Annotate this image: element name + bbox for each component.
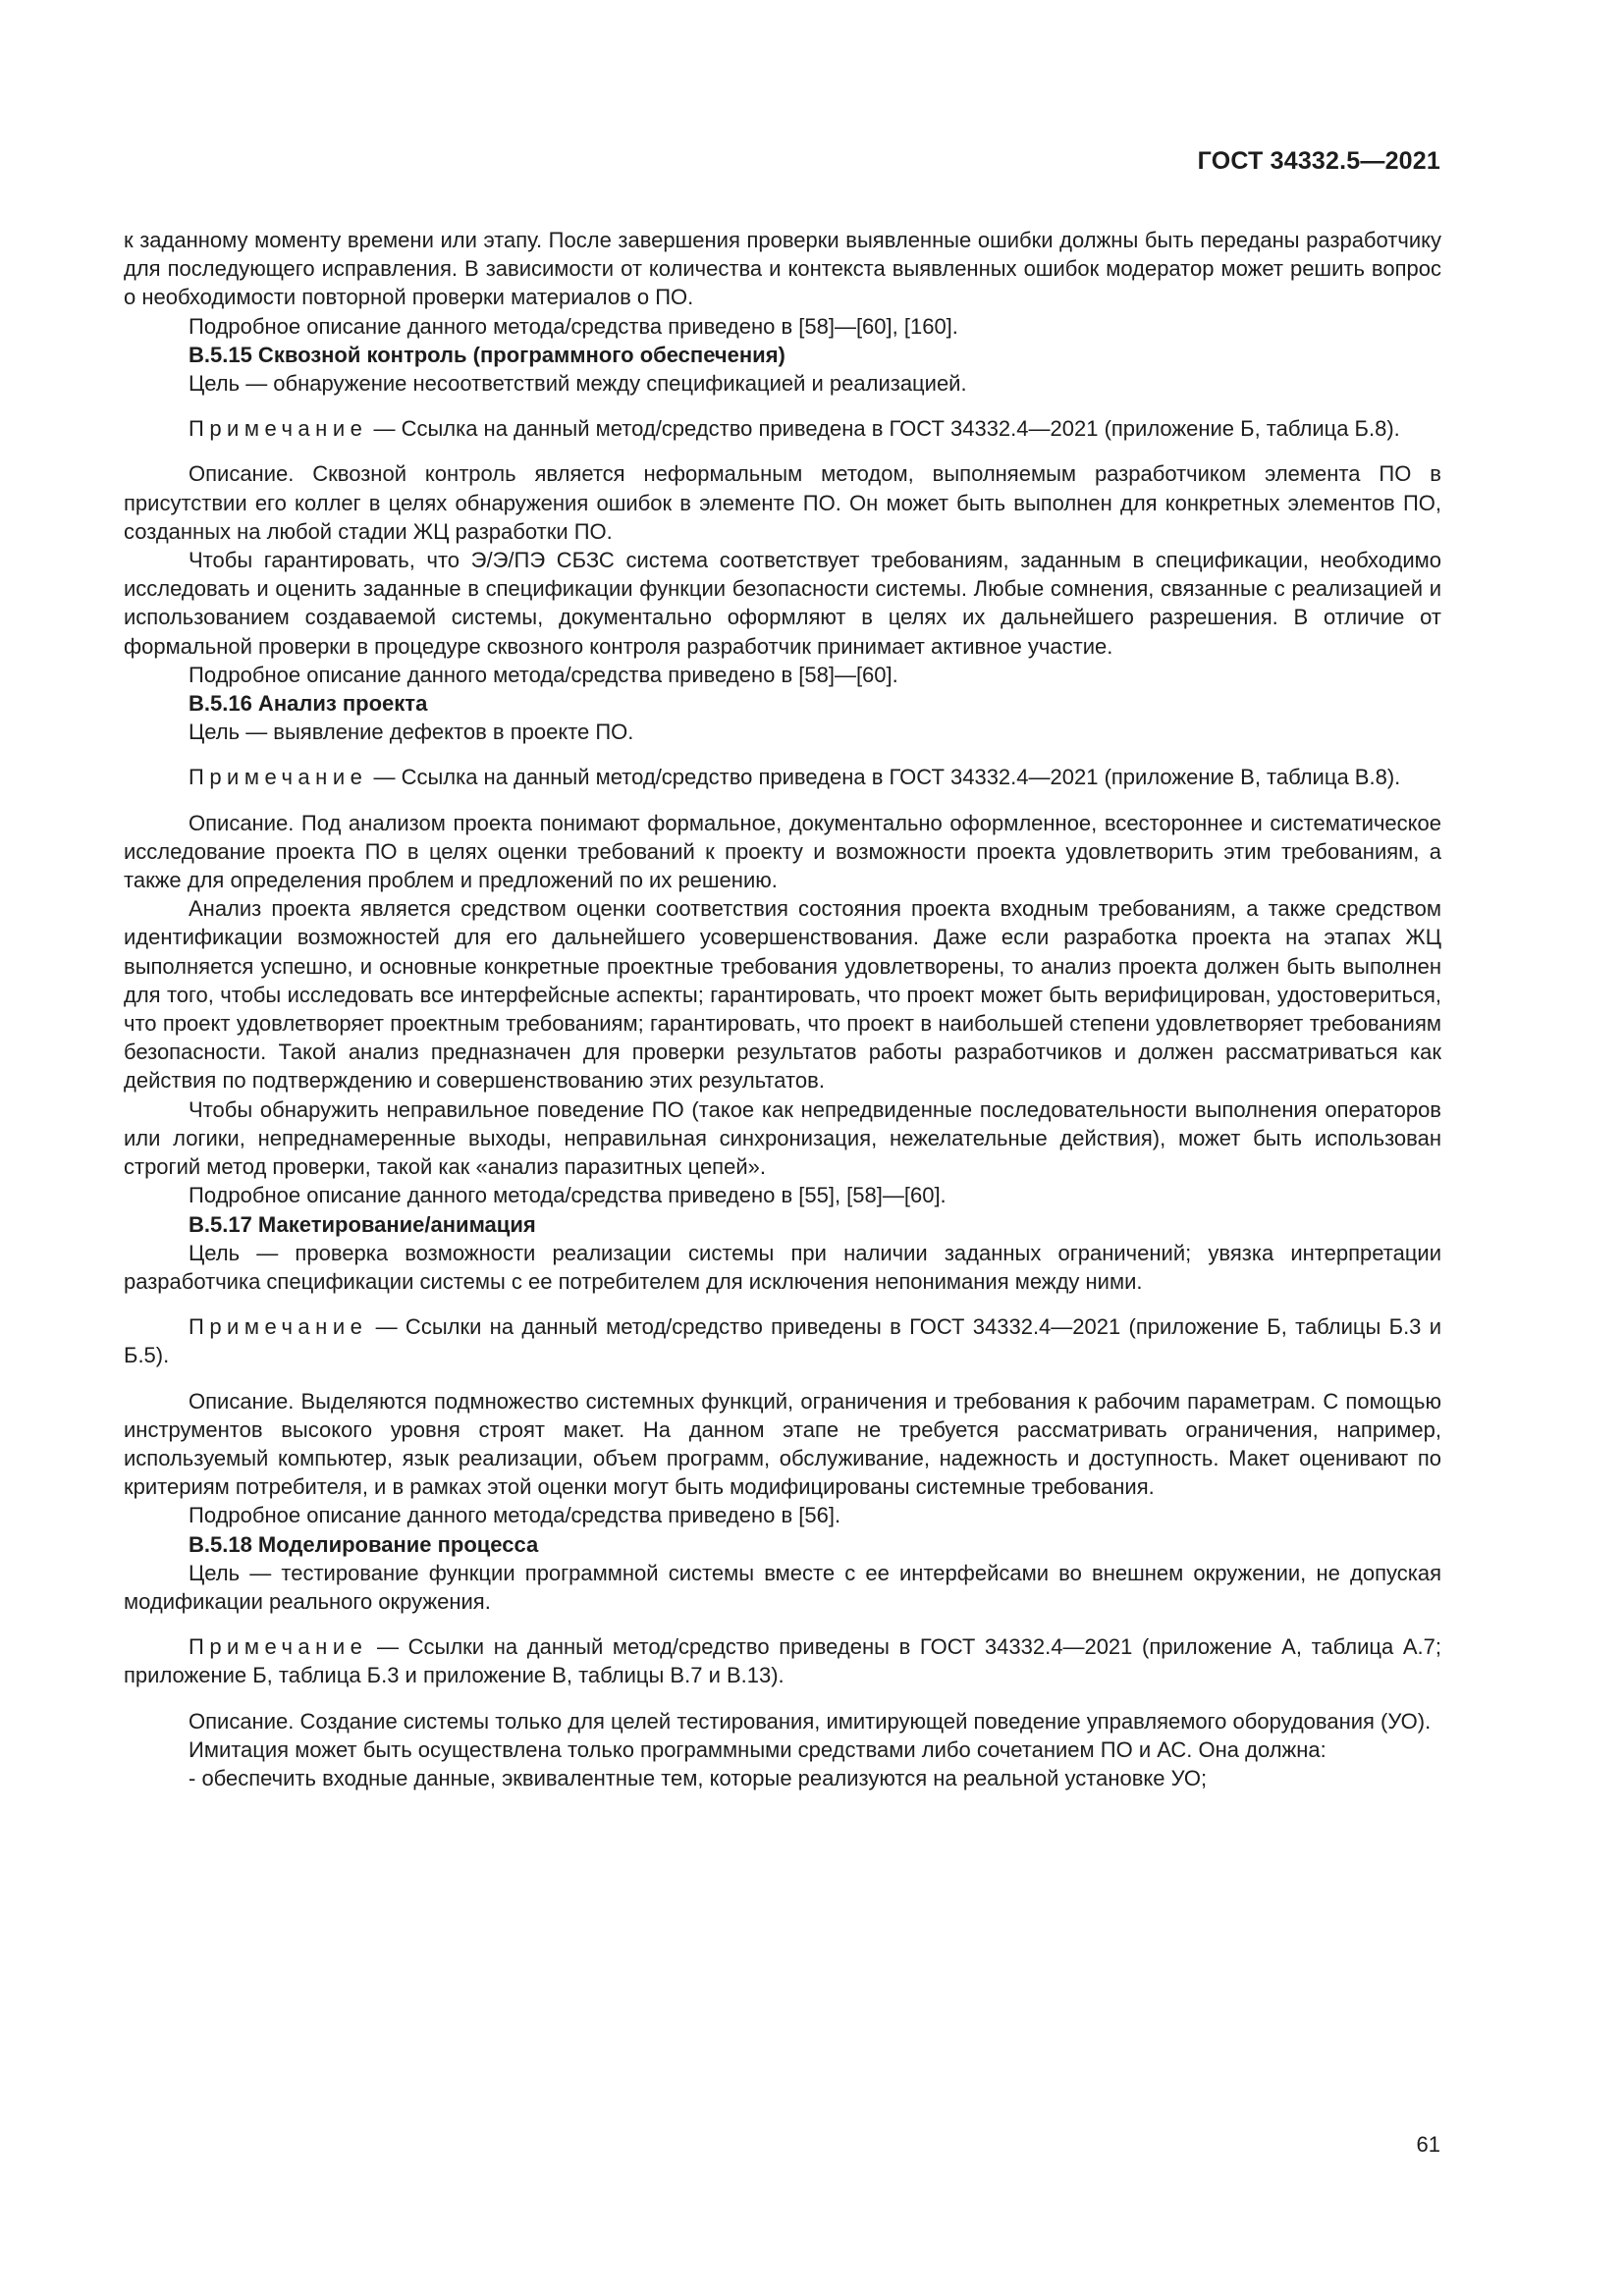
continued-paragraph: к заданному моменту времени или этапу. После завершения проверки выявленные ошибки должны быть переданы разработчику для последующего исправления. В зависимости от количества и контекста выявленных ошибок модератор может решить вопрос о необходимости повторной проверки материалов о ПО. — [124, 228, 1441, 310]
note-text: — Ссылка на данный метод/средство приведена в ГОСТ 34332.4—2021 (приложение В, таблица В.8). — [367, 765, 1401, 790]
note-paragraph — [124, 1632, 1441, 1689]
note-paragraph — [124, 1312, 1441, 1369]
body-paragraph: Цель — выявление дефектов в проекте ПО. — [189, 720, 634, 745]
note-paragraph — [124, 763, 1441, 791]
note-text: — Ссылка на данный метод/средство приведена в ГОСТ 34332.4—2021 (приложение Б, таблица Б.8). — [367, 416, 1400, 442]
body-paragraph: Описание. Создание системы только для целей тестирования, имитирующей поведение управляемого оборудования (УО). — [189, 1708, 1432, 1734]
note-label: Примечание — [189, 1634, 368, 1660]
body-paragraph: Цель — проверка возможности реализации системы при наличии заданных ограничений; увязка интерпретации разработчика спецификации системы с ее потребителем для исключения непонимания между ними. — [124, 1240, 1441, 1294]
body-paragraph: Подробное описание данного метода/средства приведено в [58]—[60], [160]. — [189, 313, 958, 339]
body-paragraph: Цель — тестирование функции программной системы вместе с ее интерфейсами во внешнем окружении, не допуская модификации реального окружения. — [124, 1560, 1441, 1614]
note-label: Примечание — [189, 765, 368, 790]
note-text: — Ссылки на данный метод/средство приведены в ГОСТ 34332.4—2021 (приложение А, таблица А.7; приложение Б, таблица Б.3 и приложение В, таблицы В.7 и В.13). — [124, 1634, 1441, 1688]
body-paragraph: Подробное описание данного метода/средства приведено в [55], [58]—[60]. — [189, 1183, 947, 1208]
section-heading: В.5.18 Моделирование процесса — [189, 1531, 539, 1557]
note-label: Примечание — [189, 416, 368, 442]
body-paragraph: Чтобы обнаружить неправильное поведение ПО (такое как непредвиденные последовательности выполнения операторов или логики, непреднамеренные выходы, неправильная синхронизация, нежелательные действия), может быть использован строгий метод проверки, такой как «анализ паразитных цепей». — [124, 1096, 1441, 1180]
body-paragraph: Подробное описание данного метода/средства приведено в [56]. — [189, 1503, 841, 1528]
body-paragraph: Подробное описание данного метода/средства приведено в [58]—[60]. — [189, 662, 898, 687]
document-code-header: ГОСТ 34332.5—2021 — [1197, 147, 1440, 175]
body-paragraph: Анализ проекта является средством оценки соответствия состояния проекта входным требованиям, а также средством идентификации возможностей для его дальнейшего усовершенствования. Даже если разработка проекта на этапах ЖЦ выполняется успешно, и основные конкретные проектные требования удовлетворены, то анализ проекта должен быть выполнен для того, чтобы исследовать все интерфейсные аспекты; гарантировать, что проект может быть верифицирован, удостовериться, что проект удовлетворяет проектным требованиям; гарантировать, что проект в наибольшей степени удовлетворяет требованиям безопасности. Такой анализ предназначен для проверки результатов работы разработчиков и должен рассматриваться как действия по подтверждению и совершенствованию этих результатов. — [124, 896, 1441, 1094]
body-paragraph: Чтобы гарантировать, что Э/Э/ПЭ СБЗС система соответствует требованиям, заданным в спецификации, необходимо исследовать и оценить заданные в спецификации функции безопасности системы. Любые сомнения, связанные с реализацией и использованием создаваемой системы, документально оформляют в целях их дальнейшего разрешения. В отличие от формальной проверки в процедуре сквозного контроля разработчик принимает активное участие. — [124, 548, 1441, 659]
document-body — [124, 226, 1441, 1792]
body-paragraph: Описание. Выделяются подмножество системных функций, ограничения и требования к рабочим параметрам. С помощью инструментов высокого уровня строят макет. На данном этапе не требуется рассматривать ограничения, например, используемый компьютер, язык реализации, объем программ, обслуживание, надежность и доступность. Макет оценивают по критериям потребителя, и в рамках этой оценки могут быть модифицированы системные требования. — [124, 1388, 1441, 1500]
note-paragraph — [124, 414, 1441, 443]
section-heading: В.5.15 Сквозной контроль (программного обеспечения) — [189, 342, 785, 367]
section-heading: В.5.16 Анализ проекта — [189, 691, 428, 717]
page-number: 61 — [1416, 2132, 1440, 2157]
body-paragraph: - обеспечить входные данные, эквивалентные тем, которые реализуются на реальной установке УО; — [189, 1765, 1208, 1790]
section-heading: В.5.17 Макетирование/анимация — [189, 1211, 536, 1237]
note-text: — Ссылки на данный метод/средство приведены в ГОСТ 34332.4—2021 (приложение Б, таблицы Б.3 и Б.5). — [124, 1314, 1441, 1368]
body-paragraph: Цель — обнаружение несоответствий между спецификацией и реализацией. — [189, 371, 967, 397]
note-label: Примечание — [189, 1314, 368, 1340]
body-paragraph: Имитация может быть осуществлена только программными средствами либо сочетанием ПО и АС. Она должна: — [189, 1736, 1326, 1762]
body-paragraph: Описание. Сквозной контроль является неформальным методом, выполняемым разработчиком элемента ПО в присутствии его коллег в целях обнаружения ошибок в элементе ПО. Он может быть выполнен для конкретных элементов ПО, созданных на любой стадии ЖЦ разработки ПО. — [124, 461, 1441, 544]
body-paragraph: Описание. Под анализом проекта понимают формальное, документально оформленное, всестороннее и систематическое исследование проекта ПО в целях оценки требований к проекту и возможности проекта удовлетворить этим требованиям, а также для определения проблем и предложений по их решению. — [124, 810, 1441, 893]
